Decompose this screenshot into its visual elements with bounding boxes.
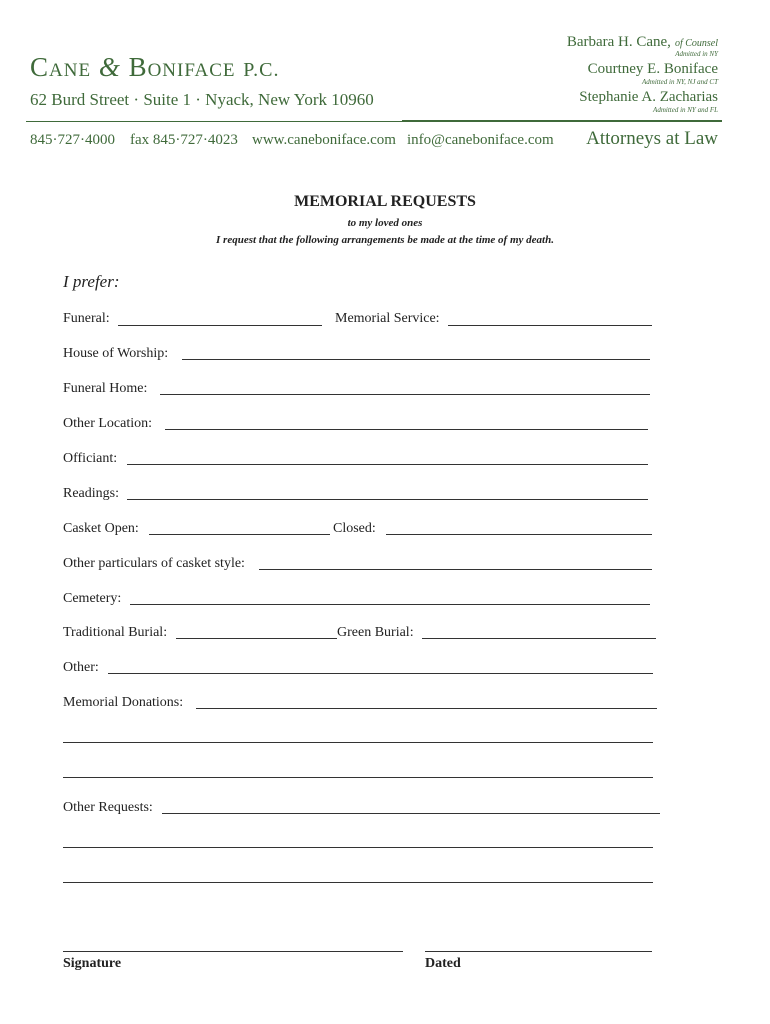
prefer-heading: I prefer:	[63, 272, 120, 291]
funeral-field[interactable]	[118, 325, 322, 326]
email-link[interactable]: info@caneboniface.com	[407, 132, 554, 148]
other-requests-field[interactable]	[162, 813, 660, 814]
closed-label: Closed:	[333, 521, 376, 536]
header-divider	[26, 121, 406, 122]
memorial-donations-line-3[interactable]	[63, 777, 653, 778]
memorial-donations-field[interactable]	[196, 708, 657, 709]
casket-open-field[interactable]	[149, 534, 330, 535]
funeral-home-field[interactable]	[160, 394, 650, 395]
form-subtitle: to my loved ones	[347, 217, 423, 229]
other-requests-line-3[interactable]	[63, 882, 653, 883]
cemetery-label: Cemetery:	[63, 591, 122, 606]
other-label: Other:	[63, 660, 99, 675]
funeral-home-label: Funeral Home:	[63, 381, 148, 396]
green-burial-field[interactable]	[422, 638, 656, 639]
attorney-2-admission: Admitted in NY, NJ and CT	[642, 78, 718, 86]
house-of-worship-field[interactable]	[182, 359, 650, 360]
attorney-3: Stephanie A. Zacharias	[579, 89, 718, 105]
green-burial-label: Green Burial:	[337, 625, 414, 640]
attorney-1-admission: Admitted in NY	[675, 50, 718, 58]
form-intro: I request that the following arrangements be made at the time of my death.	[216, 234, 554, 246]
funeral-label: Funeral:	[63, 311, 110, 326]
other-location-label: Other Location:	[63, 416, 153, 431]
memorial-donations-label: Memorial Donations:	[63, 695, 184, 710]
website-link[interactable]: www.caneboniface.com	[252, 132, 396, 148]
tagline: Attorneys at Law	[586, 128, 718, 149]
house-of-worship-label: House of Worship:	[63, 346, 169, 361]
dated-field[interactable]	[425, 951, 652, 952]
casket-style-label: Other particulars of casket style:	[63, 556, 245, 571]
signature-label: Signature	[63, 956, 122, 971]
officiant-field[interactable]	[127, 464, 648, 465]
firm-address: 62 Burd Street · Suite 1 · Nyack, New York 10960	[30, 90, 374, 109]
other-field[interactable]	[108, 673, 653, 674]
closed-field[interactable]	[386, 534, 652, 535]
header-divider-right	[402, 120, 722, 122]
casket-open-label: Casket Open:	[63, 521, 139, 536]
officiant-label: Officiant:	[63, 451, 118, 466]
memorial-service-label: Memorial Service:	[335, 311, 440, 326]
traditional-burial-field[interactable]	[176, 638, 337, 639]
other-requests-label: Other Requests:	[63, 800, 153, 815]
dated-label: Dated	[425, 956, 461, 971]
fax: fax 845·727·4023	[130, 132, 238, 148]
casket-style-field[interactable]	[259, 569, 652, 570]
attorney-3-admission: Admitted in NY and FL	[653, 106, 718, 114]
traditional-burial-label: Traditional Burial:	[63, 625, 168, 640]
form-title: MEMORIAL REQUESTS	[294, 193, 476, 210]
signature-field[interactable]	[63, 951, 403, 952]
readings-label: Readings:	[63, 486, 119, 501]
attorney-1: Barbara H. Cane, of Counsel	[566, 34, 718, 50]
memorial-service-field[interactable]	[448, 325, 652, 326]
memorial-donations-line-2[interactable]	[63, 742, 653, 743]
cemetery-field[interactable]	[130, 604, 650, 605]
other-location-field[interactable]	[165, 429, 648, 430]
phone: 845·727·4000	[30, 132, 115, 148]
firm-name: Cane & Boniface P.C.	[30, 52, 280, 82]
other-requests-line-2[interactable]	[63, 847, 653, 848]
readings-field[interactable]	[127, 499, 648, 500]
attorney-2: Courtney E. Boniface	[587, 61, 718, 77]
